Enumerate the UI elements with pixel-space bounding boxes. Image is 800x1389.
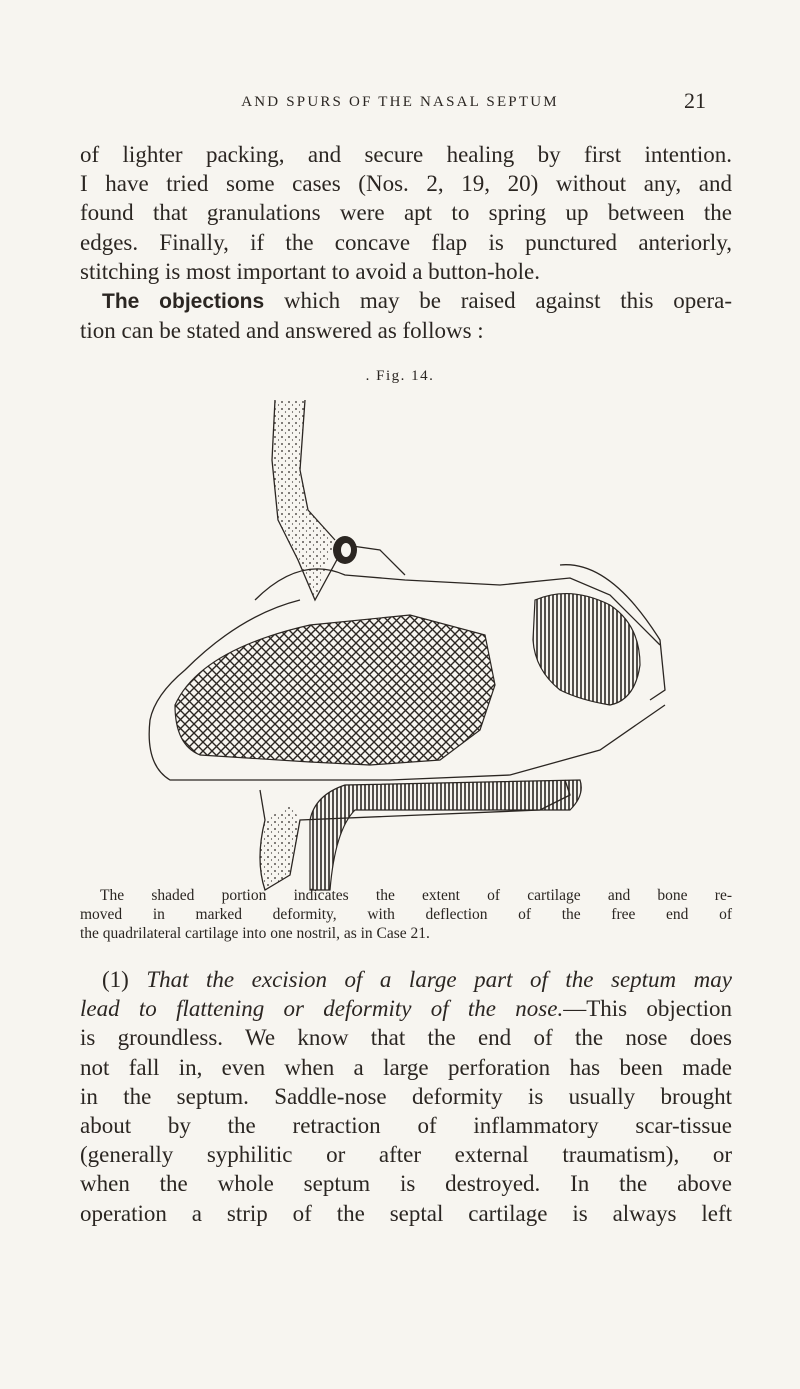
objection-number: (1) [102,967,147,992]
text-line: operation a strip of the septal cartilage is always left [80,1200,732,1226]
running-title: AND SPURS OF THE NASAL SEPTUM [241,94,559,110]
text-line: stitching is most important to avoid a button-hole. [80,258,540,284]
objections-lead: The objections [102,290,265,314]
text-line [80,965,732,994]
bone-texture-lower [260,805,300,890]
figure-label: . Fig. 14. [365,368,435,384]
page-number: 21 [684,88,706,113]
text-line [80,994,732,1023]
deflected-cartilage-end [533,594,640,705]
text-line: when the whole septum is destroyed. In the above [80,1171,732,1197]
objections-text: which may be raised against this opera- [264,288,732,314]
paragraph-1 [80,140,732,345]
objection-heading: lead to flattening or deformity of the nose. [80,996,564,1022]
resected-bone-strip [310,780,581,890]
figure-14 [140,400,700,900]
caption-line: The shaded portion indicates the extent of cartilage and bone re- [100,887,732,904]
text-line: not fall in, even when a large perforation has been made [80,1054,732,1080]
text-line: of lighter packing, and secure healing by first intention. [80,142,732,167]
objection-text: —This objection [563,996,732,1022]
text-line: about by the retraction of inflammatory scar-tissue [80,1113,732,1139]
text-line: is groundless. We know that the end of the nose does [80,1025,732,1051]
caption-line: moved in marked deformity, with deflection of the free end of [80,906,732,923]
septum-illustration [140,400,700,900]
figure-caption [80,886,732,943]
paragraph-2 [80,965,732,1228]
text-line: (generally syphilitic or after external traumatism), or [80,1142,732,1168]
running-head [0,88,800,118]
text-line: in the septum. Saddle-nose deformity is usually brought [80,1083,732,1109]
text-line: tion can be stated and answered as follows : [80,318,484,344]
text-line [80,286,732,316]
objection-heading: That the excision of a large part of the septum may [146,967,733,992]
caption-line: the quadrilateral cartilage into one nostril, as in Case 21. [80,925,430,942]
text-line: I have tried some cases (Nos. 2, 19, 20) without any, and [80,171,732,197]
text-line: edges. Finally, if the concave flap is punctured anteriorly, [80,229,732,255]
text-line: found that granulations were apt to spring up between the [80,200,732,226]
